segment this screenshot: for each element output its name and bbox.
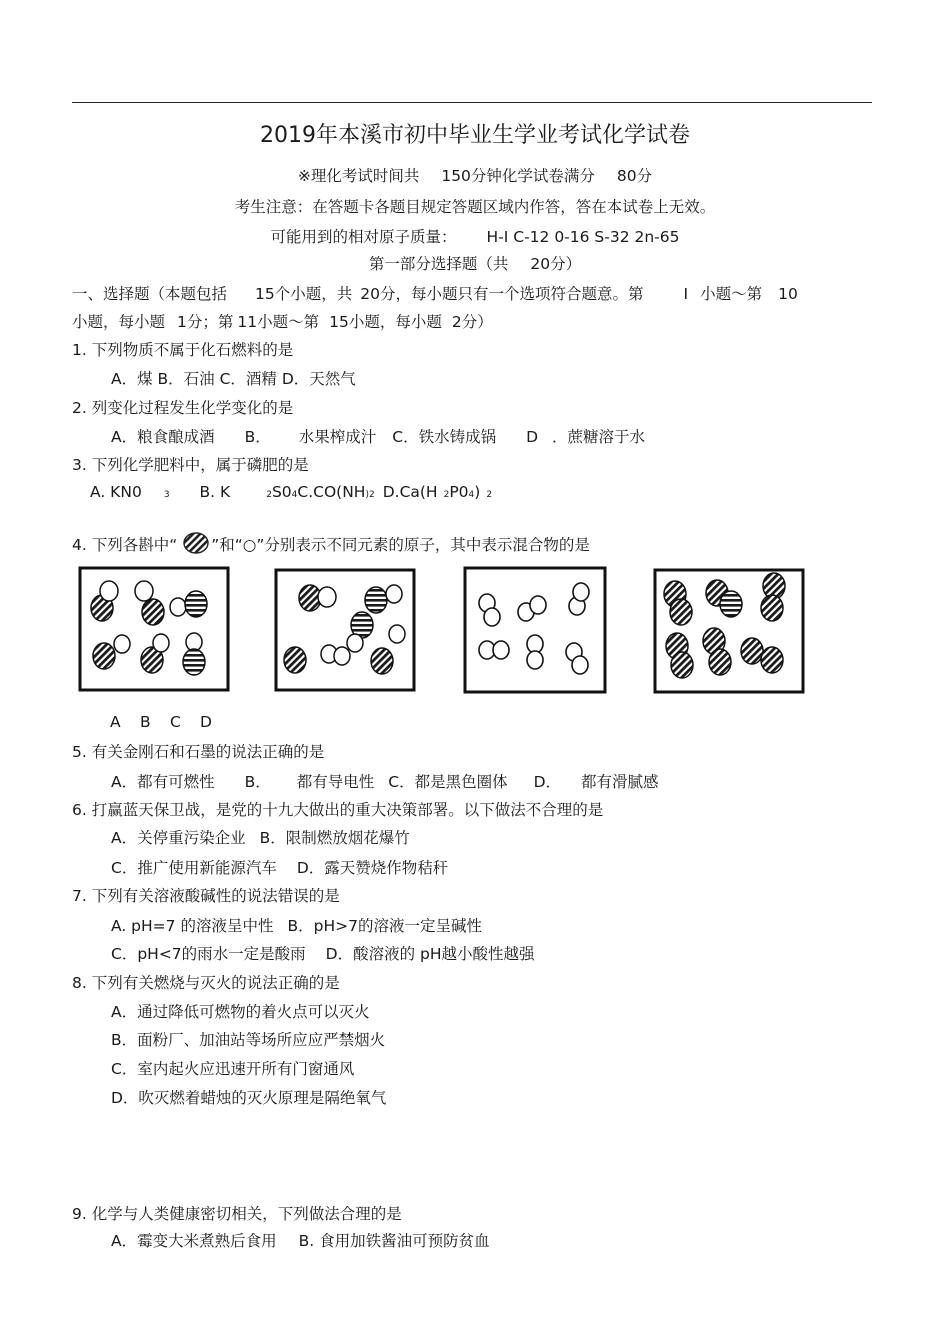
molecule-diagram [72, 564, 809, 706]
diagram-box-c [465, 568, 605, 692]
exam-notice: 考生注意：在答题卡各题目规定答题区域内作答，答在本试卷上无效。 [234, 198, 716, 216]
question-8-option-c: C．室内起火应迅速开所有门窗通风 [111, 1060, 355, 1078]
time-note: ※理化考试时间共 150分钟化学试卷满分 80分 [297, 167, 653, 185]
question-1-options: A．煤 B．石油 C．酒精 D．天然气 [111, 370, 356, 388]
page-title: 2019年本溪市初中毕业生学业考试化学试卷 [260, 123, 690, 148]
question-4-option-labels: A B C D [110, 713, 212, 731]
question-8-option-b: B．面粉厂、加油站等场所应应严禁烟火 [111, 1031, 386, 1049]
question-7-options-cd: C．pH<7的雨水一定是酸雨 D．酸溶液的 pH越小酸性越强 [111, 945, 535, 963]
question-6-options-ab: A．关停重污染企业 B．限制燃放烟花爆竹 [111, 829, 410, 847]
diagram-box-a [80, 568, 228, 690]
question-7-stem: 7. 下列有关溶液酸碱性的说法错误的是 [72, 887, 340, 905]
question-6-options-cd: C．推广使用新能源汽车 D．露天赞烧作物秸秆 [111, 859, 449, 877]
atomic-mass-line: 可能用到的相对原子质量： H-I C-12 0-16 S-32 2n-65 [270, 228, 680, 246]
diagram-box-b [276, 570, 414, 690]
section-instructions-line2: 小题，每小题 1分；第 11小题～第 15小题，每小题 2分） [72, 313, 493, 331]
question-6-stem: 6. 打赢蓝天保卫战，是党的十九大做出的重大决策部署。以下做法不合理的是 [72, 801, 604, 819]
section-instructions-line1: 一、选择题（本题包括 15个小题，共 20分，每小题只有一个选项符合题意。第 I 小题～第 10 [72, 285, 798, 303]
question-5-stem: 5. 有关金刚石和石墨的说法正确的是 [72, 743, 325, 761]
question-1-stem: 1. 下列物质不属于化石燃料的是 [72, 341, 294, 359]
question-8-option-a: A．通过降低可燃物的着火点可以灭火 [111, 1003, 370, 1021]
question-3-options: A. KN0 3 B. K 2S04C.CO(NH)2 D.Ca(H 2P04) 2 [90, 483, 493, 501]
question-9-options: A．霉变大米煮熟后食用 B. 食用加铁酱油可预防贫血 [111, 1232, 490, 1250]
question-7-options-ab: A. pH=7 的溶液呈中性 B．pH>7的溶液一定呈碱性 [111, 917, 482, 935]
diagram-box-d [655, 570, 803, 692]
question-2-stem: 2. 列变化过程发生化学变化的是 [72, 399, 294, 417]
hatched-atom-icon [181, 530, 211, 556]
part-one-heading: 第一部分选择题（共 20分） [368, 255, 582, 273]
question-8-stem: 8. 下列有关燃烧与灭火的说法正确的是 [72, 974, 340, 992]
question-4-stem: 4. 下列各斟中“ ”和“○”分别表示不同元素的原子，其中表示混合物的是 [72, 530, 590, 556]
question-3-stem: 3. 下列化学肥料中，属于磷肥的是 [72, 456, 309, 474]
header-rule [72, 102, 872, 103]
question-2-options: A．粮食酿成酒 B． 水果榨成汁 C．铁水铸成锅 D ．蔗糖溶于水 [111, 428, 646, 446]
question-9-stem: 9. 化学与人类健康密切相关，下列做法合理的是 [72, 1205, 402, 1223]
question-5-options: A．都有可燃性 B． 都有导电性 C．都是黑色圈体 D． 都有滑腻感 [111, 773, 659, 791]
question-8-option-d: D．吹灭燃着蜡烛的灭火原理是隔绝氧气 [111, 1089, 387, 1107]
